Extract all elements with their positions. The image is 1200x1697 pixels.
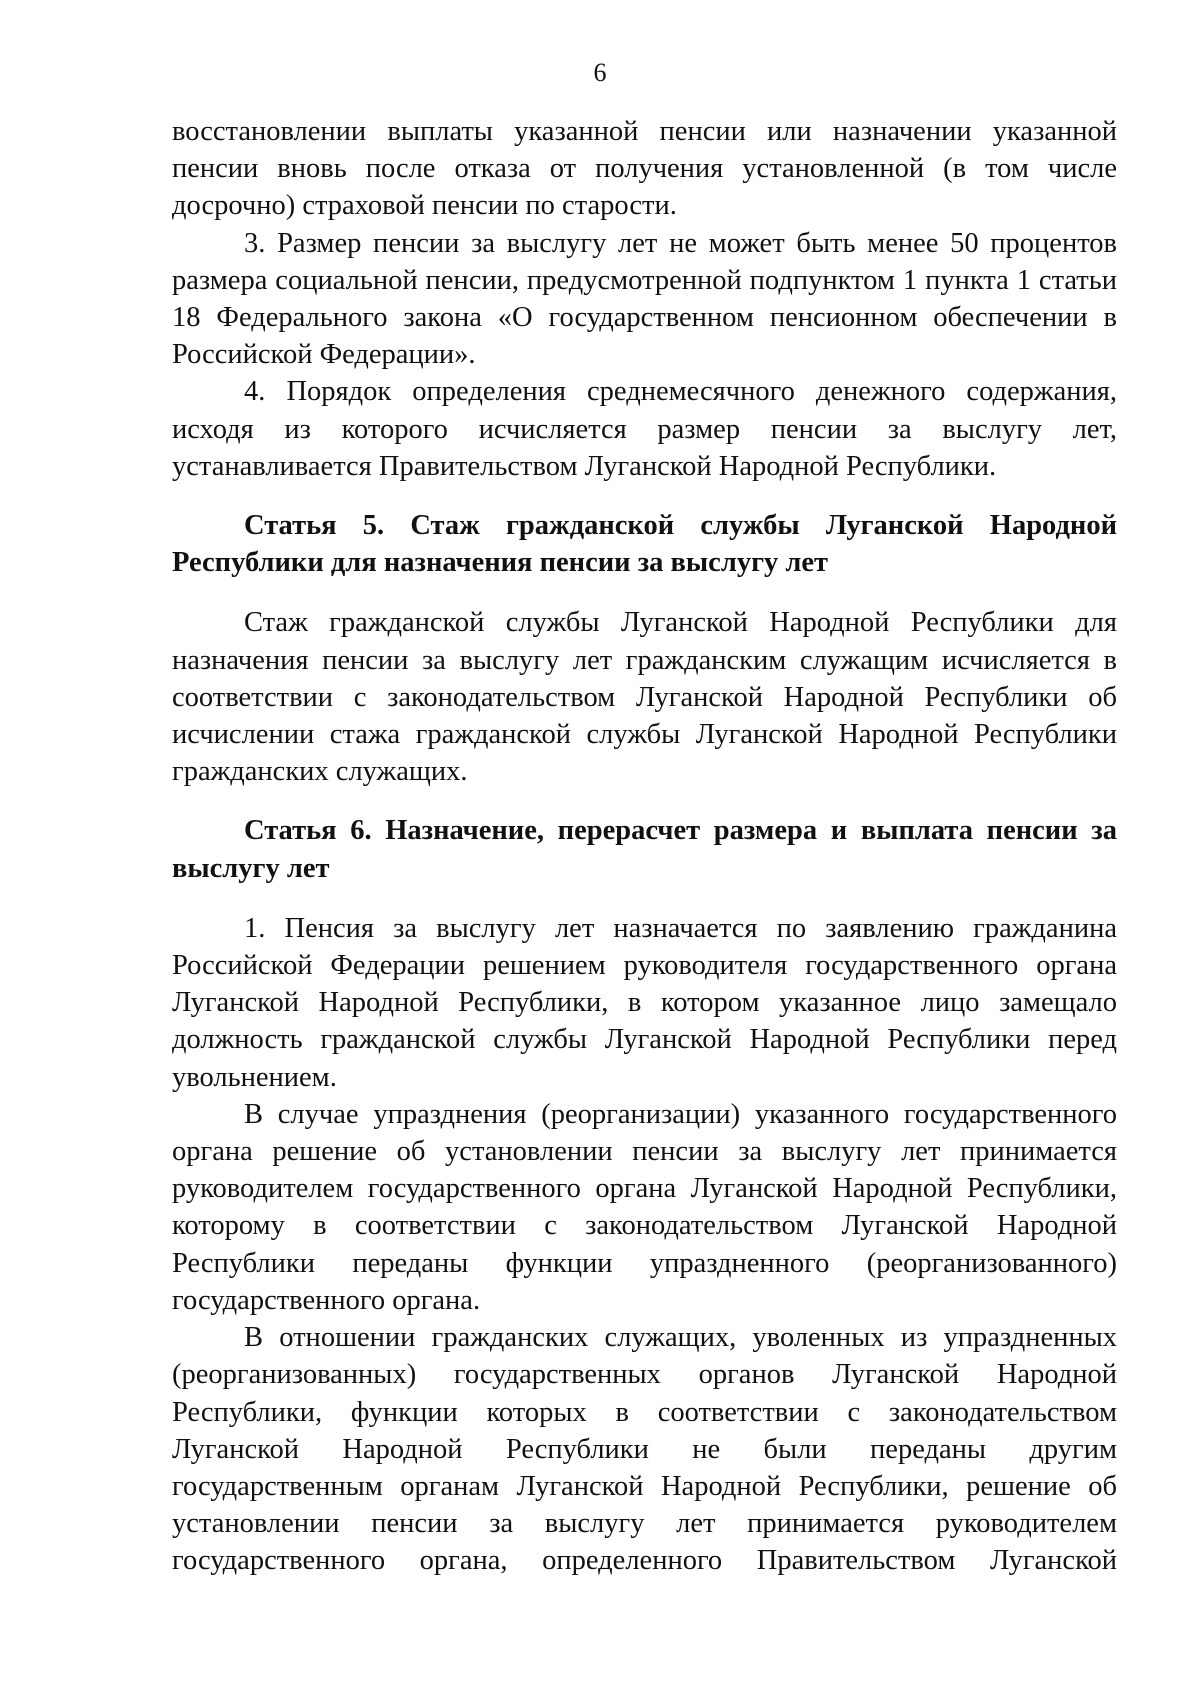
paragraph-item-4: 4. Порядок определения среднемесячного денежного содержания, исходя из которого исчисляется размер пенсии за выслугу лет, устанавливается Правительством Луганской Народной Республики. [172,376,1117,482]
paragraph-item-3: 3. Размер пенсии за выслугу лет не может быть менее 50 процентов размера социальной пенсии, предусмотренной подпунктом 1 пункта 1 статьи 18 Федерального закона «О государственном пенсионном обеспечении в Российской Федерации». [172,227,1117,371]
article-5-heading: Статья 5. Стаж гражданской службы Луганской Народной Республики для назначения пенсии за выслугу лет [172,510,1117,579]
article-6-paragraph-1: 1. Пенсия за выслугу лет назначается по заявлению гражданина Российской Федерации решением руководителя государственного органа Луганской Народной Республики, в котором указанное лицо замещало должность гражданской службы Луганской Народной Республики перед увольнением. [172,912,1117,1093]
document-body [172,113,1117,1580]
article-6-heading: Статья 6. Назначение, перерасчет размера и выплата пенсии за выслугу лет [172,815,1117,884]
page-number: 6 [593,58,607,87]
article-6-paragraph-2: В случае упразднения (реорганизации) указанного государственного органа решение об установлении пенсии за выслугу лет принимается руководителем государственного органа Луганской Народной Республики, которому в соответствии с законодательством Луганской Народной Республики переданы функции упраздненного (реорганизованного) государственного органа. [172,1098,1117,1316]
article-6-paragraph-3: В отношении гражданских служащих, уволенных из упраздненных (реорганизованных) государственных органов Луганской Народной Республики, функции которых в соответствии с законодательством Луганской Народной Республики не были переданы другим государственным органам Луганской Народной Республики, решение об установлении пенсии за выслугу лет принимается руководителем государственного органа, определенного Правительством Луганской [172,1322,1117,1577]
paragraph-continuation: восстановлении выплаты указанной пенсии или назначении указанной пенсии вновь после отказа от получения установленной (в том числе досрочно) страховой пенсии по старости. [172,116,1117,222]
article-5-paragraph: Стаж гражданской службы Луганской Народной Республики для назначения пенсии за выслугу лет гражданским служащим исчисляется в соответствии с законодательством Луганской Народной Республики об исчислении стажа гражданской службы Луганской Народной Республики гражданских служащих. [172,607,1117,788]
